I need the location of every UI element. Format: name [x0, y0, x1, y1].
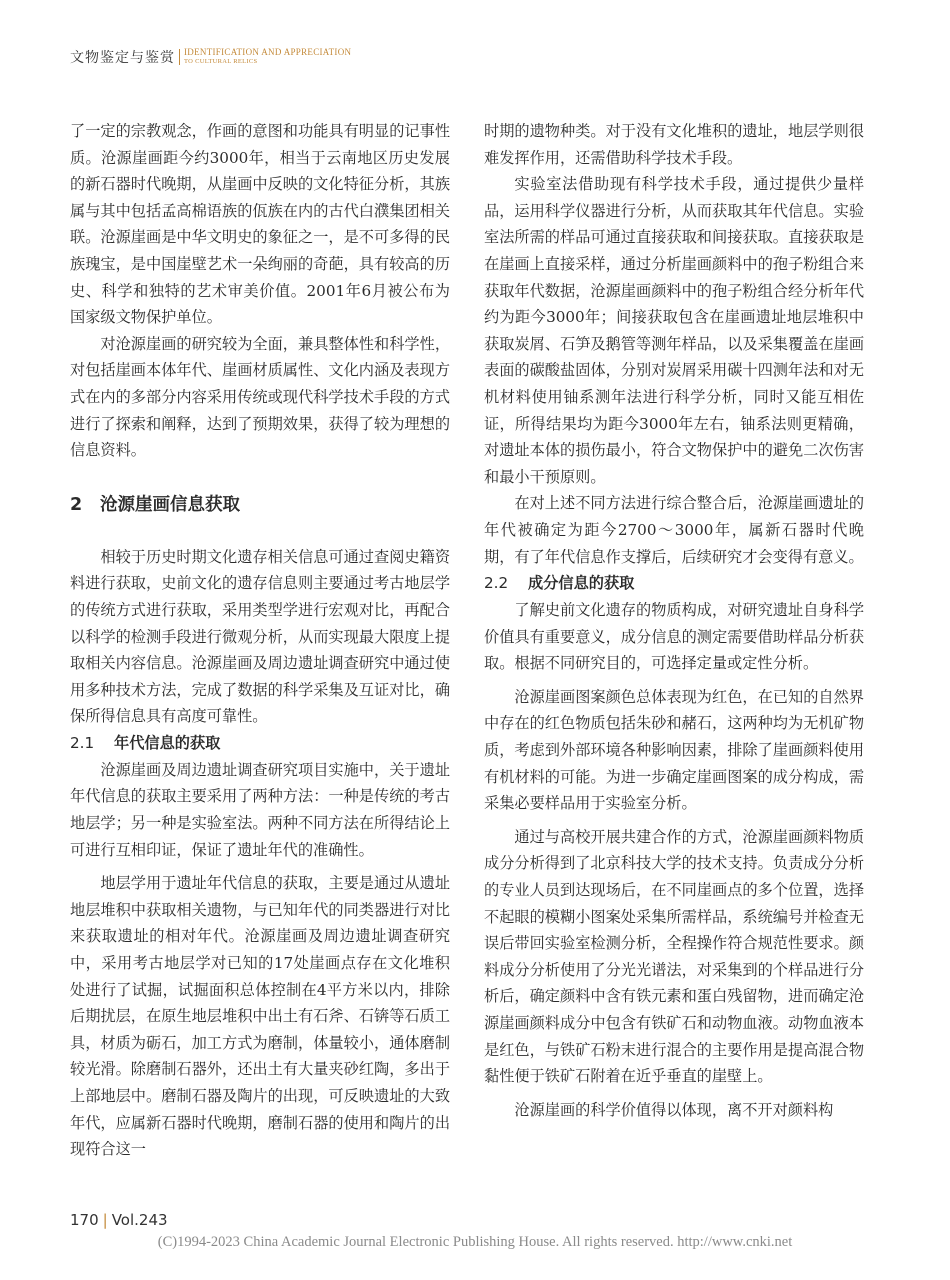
running-header: [70, 46, 351, 68]
section-title: 沧源崖画信息获取: [100, 494, 240, 515]
section-heading: [70, 492, 450, 518]
paragraph: 通过与高校开展共建合作的方式，沧源崖画颜料物质成分分析得到了北京科技大学的技术支持。负责成分分析的专业人员到达现场后，在不同崖画点的多个位置，选择不起眼的模糊小图案处采集所需样品，系统编号并检查无误后带回实验室检测分析，全程操作符合规范性要求。颜料成分分析使用了分光光谱法，对采集到的个样品进行分析后，确定颜料中含有铁元素和蛋白残留物，进而确定沧源崖画颜料成分中包含有铁矿石和动物血液。动物血液本是红色，与铁矿石粉末进行混合的主要作用是提高混合物黏性便于铁矿石附着在近乎垂直的崖壁上。: [484, 827, 864, 1086]
journal-title-cn: 文物鉴定与鉴赏: [70, 50, 175, 66]
page-footer: [70, 1211, 168, 1229]
journal-title-en-line2: TO CULTURAL RELICS: [184, 58, 258, 65]
paragraph: 沧源崖画图案颜色总体表现为红色，在已知的自然界中存在的红色物质包括朱砂和赭石，这两种均为无机矿物质，考虑到外部环境各种影响因素，排除了崖画颜料使用有机材料的可能。为进一步确定崖画图案的成分构成，需采集必要样品用于实验室分析。: [484, 687, 864, 813]
paragraph: 在对上述不同方法进行综合整合后，沧源崖画遗址的年代被确定为距今2700～3000年，属新石器时代晚期，有了年代信息作支撑后，后续研究才会变得有意义。: [484, 494, 864, 566]
footer-separator: |: [102, 1211, 108, 1229]
paragraph: 地层学用于遗址年代信息的获取，主要是通过从遗址地层堆积中获取相关遗物，与已知年代的同类器进行对比来获取遗址的相对年代。沧源崖画及周边遗址调查研究中，采用考古地层学对已知的17处崖画点存在文化堆积处进行了试掘，试掘面积总体控制在4平方米以内，排除后期扰层，在原生地层堆积中出土有石斧、石锛等石质工具，材质为砺石，加工方式为磨制，体量较小，通体磨制较光滑。除磨制石器外，还出土有大量夹砂红陶，多出于上部地层中。磨制石器及陶片的出现，可反映遗址的大致年代，应属新石器时代晚期，磨制石器的使用和陶片的出现符合这一: [70, 874, 450, 1159]
journal-title-en: [184, 48, 351, 66]
journal-title-en-line1: IDENTIFICATION AND APPRECIATION: [184, 47, 352, 57]
copyright-notice: (C)1994-2023 China Academic Journal Electronic Publishing House. All rights reserved. http://www.cnki.net: [157, 1234, 793, 1250]
section-number: 2: [70, 494, 83, 515]
paragraph: 时期的遗物种类。对于没有文化堆积的遗址，地层学则很难发挥作用，还需借助科学技术手段。: [484, 122, 864, 167]
subsection-number: 2.1: [70, 733, 95, 752]
header-divider: [179, 49, 180, 65]
right-column: [484, 118, 864, 1123]
subsection-heading: [484, 570, 864, 597]
subsection-title: 成分信息的获取: [528, 574, 635, 593]
left-column: [70, 118, 450, 1163]
paragraph: 沧源崖画及周边遗址调查研究项目实施中，关于遗址年代信息的获取主要采用了两种方法：一种是传统的考古地层学；另一种是实验室法。两种不同方法在所得结论上可进行互相印证，保证了遗址年代的准确性。: [70, 760, 450, 859]
paragraph: 沧源崖画的科学价值得以体现，离不开对颜料构: [514, 1100, 834, 1119]
subsection-heading: [70, 730, 450, 757]
page-number: 170: [70, 1211, 99, 1229]
subsection-title: 年代信息的获取: [114, 733, 221, 752]
paragraph: 对沧源崖画的研究较为全面，兼具整体性和科学性，对包括崖画本体年代、崖画材质属性、文化内涵及表现方式在内的多部分内容采用传统或现代科学技术手段的方式进行了探索和阐释，达到了预期效果，获得了较为理想的信息资料。: [70, 334, 450, 460]
paragraph: 相较于历史时期文化遗存相关信息可通过查阅史籍资料进行获取，史前文化的遗存信息则主要通过考古地层学的传统方式进行获取，采用类型学进行宏观对比，再配合以科学的检测手段进行微观分析，从而实现最大限度上提取相关内容信息。沧源崖画及周边遗址调查研究中通过使用多种技术方法，完成了数据的科学采集及互证对比，确保所得信息具有高度可靠性。: [70, 547, 450, 726]
paragraph: 了解史前文化遗存的物质构成，对研究遗址自身科学价值具有重要意义，成分信息的测定需要借助样品分析获取。根据不同研究目的，可选择定量或定性分析。: [484, 601, 864, 673]
paragraph: 实验室法借助现有科学技术手段，通过提供少量样品，运用科学仪器进行分析，从而获取其年代信息。实验室法所需的样品可通过直接获取和间接获取。直接获取是在崖画上直接采样，通过分析崖画颜料中的孢子粉组合来获取年代数据，沧源崖画颜料中的孢子粉组合经分析年代约为距今3000年；间接获取包含在崖画遗址地层堆积中获取炭屑、石笋及鹅管等测年样品，以及采集覆盖在崖画表面的碳酸盐固体，分别对炭屑采用碳十四测年法和对无机材料使用铀系测年法进行科学分析，同时又能互相佐证，所得结果均为距今3000年左右，铀系法则更精确，对遗址本体的损伤最小，符合文物保护中的避免二次伤害和最小干预原则。: [484, 175, 864, 486]
volume-label: Vol.243: [111, 1211, 168, 1229]
paragraph: 了一定的宗教观念，作画的意图和功能具有明显的记事性质。沧源崖画距今约3000年，相当于云南地区历史发展的新石器时代晚期，从崖画中反映的文化特征分析，其族属与其中包括孟高棉语族的佤族在内的古代白濮集团相关联。沧源崖画是中华文明史的象征之一，是不可多得的民族瑰宝，是中国崖壁艺术一朵绚丽的奇葩，具有较高的历史、科学和独特的艺术审美价值。2001年6月被公布为国家级文物保护单位。: [70, 122, 450, 327]
subsection-number: 2.2: [484, 574, 509, 593]
